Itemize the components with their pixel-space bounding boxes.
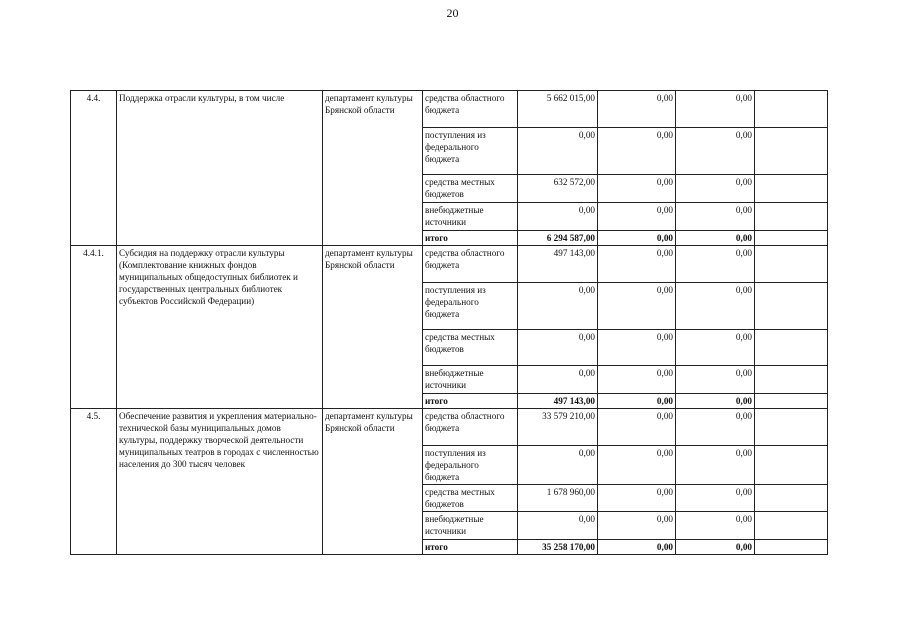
amount-year-3: 0,00 [676, 366, 755, 394]
funding-source: внебюджетные источники [423, 512, 518, 540]
amount-year-1: 497 143,00 [518, 246, 598, 283]
funding-source: средства местных бюджетов [423, 485, 518, 512]
empty-cell [755, 91, 828, 128]
table-body [71, 91, 828, 555]
empty-cell [755, 175, 828, 203]
empty-cell [755, 330, 828, 366]
amount-year-1: 1 678 960,00 [518, 485, 598, 512]
amount-year-3: 0,00 [676, 128, 755, 175]
page-number: 20 [446, 6, 459, 20]
amount-year-1: 497 143,00 [518, 394, 598, 409]
amount-year-2: 0,00 [598, 128, 676, 175]
amount-year-3: 0,00 [676, 330, 755, 366]
empty-cell [755, 128, 828, 175]
item-name: Поддержка отрасли культуры, в том числе [117, 91, 323, 246]
table-row [71, 246, 828, 283]
amount-year-2: 0,00 [598, 366, 676, 394]
empty-cell [755, 512, 828, 540]
empty-cell [755, 394, 828, 409]
amount-year-3: 0,00 [676, 446, 755, 485]
funding-source: поступления из федерального бюджета [423, 283, 518, 330]
amount-year-1: 35 258 170,00 [518, 540, 598, 555]
funding-source: средства областного бюджета [423, 246, 518, 283]
amount-year-2: 0,00 [598, 540, 676, 555]
amount-year-1: 632 572,00 [518, 175, 598, 203]
empty-cell [755, 366, 828, 394]
amount-year-3: 0,00 [676, 540, 755, 555]
empty-cell [755, 203, 828, 231]
item-name: Обеспечение развития и укрепления материально-технической базы муниципальных домов культуры, поддержку творческой деятельности муниципальных театров в городах с численностью населения до 300 тысяч человек [117, 409, 323, 555]
amount-year-2: 0,00 [598, 91, 676, 128]
item-number: 4.5. [71, 409, 117, 555]
amount-year-1: 0,00 [518, 446, 598, 485]
amount-year-3: 0,00 [676, 283, 755, 330]
amount-year-1: 0,00 [518, 330, 598, 366]
empty-cell [755, 409, 828, 446]
funding-source: поступления из федерального бюджета [423, 128, 518, 175]
amount-year-1: 0,00 [518, 512, 598, 540]
funding-source: средства областного бюджета [423, 409, 518, 446]
funding-source: итого [423, 394, 518, 409]
amount-year-2: 0,00 [598, 485, 676, 512]
amount-year-2: 0,00 [598, 512, 676, 540]
empty-cell [755, 231, 828, 246]
amount-year-2: 0,00 [598, 330, 676, 366]
item-name: Субсидия на поддержку отрасли культуры (Комплектование книжных фондов муниципальных общедоступных библиотек и государственных центральных библиотек субъектов Российской Федерации) [117, 246, 323, 409]
funding-source: внебюджетные источники [423, 366, 518, 394]
item-executor: департамент культуры Брянской области [323, 409, 423, 555]
funding-source: итого [423, 231, 518, 246]
item-executor: департамент культуры Брянской области [323, 246, 423, 409]
table-row [71, 91, 828, 128]
amount-year-3: 0,00 [676, 409, 755, 446]
item-executor: департамент культуры Брянской области [323, 91, 423, 246]
empty-cell [755, 246, 828, 283]
amount-year-1: 6 294 587,00 [518, 231, 598, 246]
amount-year-3: 0,00 [676, 394, 755, 409]
item-number: 4.4.1. [71, 246, 117, 409]
empty-cell [755, 485, 828, 512]
amount-year-2: 0,00 [598, 231, 676, 246]
amount-year-1: 0,00 [518, 283, 598, 330]
amount-year-2: 0,00 [598, 446, 676, 485]
amount-year-2: 0,00 [598, 394, 676, 409]
amount-year-3: 0,00 [676, 91, 755, 128]
amount-year-3: 0,00 [676, 231, 755, 246]
amount-year-3: 0,00 [676, 203, 755, 231]
funding-source: средства областного бюджета [423, 91, 518, 128]
funding-source: средства местных бюджетов [423, 175, 518, 203]
amount-year-2: 0,00 [598, 246, 676, 283]
funding-source: поступления из федерального бюджета [423, 446, 518, 485]
amount-year-3: 0,00 [676, 485, 755, 512]
funding-source: итого [423, 540, 518, 555]
amount-year-1: 5 662 015,00 [518, 91, 598, 128]
budget-table [70, 90, 828, 555]
empty-cell [755, 446, 828, 485]
funding-source: средства местных бюджетов [423, 330, 518, 366]
empty-cell [755, 540, 828, 555]
amount-year-1: 33 579 210,00 [518, 409, 598, 446]
amount-year-2: 0,00 [598, 175, 676, 203]
item-number: 4.4. [71, 91, 117, 246]
amount-year-1: 0,00 [518, 203, 598, 231]
amount-year-1: 0,00 [518, 128, 598, 175]
amount-year-2: 0,00 [598, 409, 676, 446]
amount-year-2: 0,00 [598, 283, 676, 330]
amount-year-1: 0,00 [518, 366, 598, 394]
amount-year-2: 0,00 [598, 203, 676, 231]
table-row [71, 409, 828, 446]
empty-cell [755, 283, 828, 330]
amount-year-3: 0,00 [676, 246, 755, 283]
funding-source: внебюджетные источники [423, 203, 518, 231]
amount-year-3: 0,00 [676, 512, 755, 540]
amount-year-3: 0,00 [676, 175, 755, 203]
